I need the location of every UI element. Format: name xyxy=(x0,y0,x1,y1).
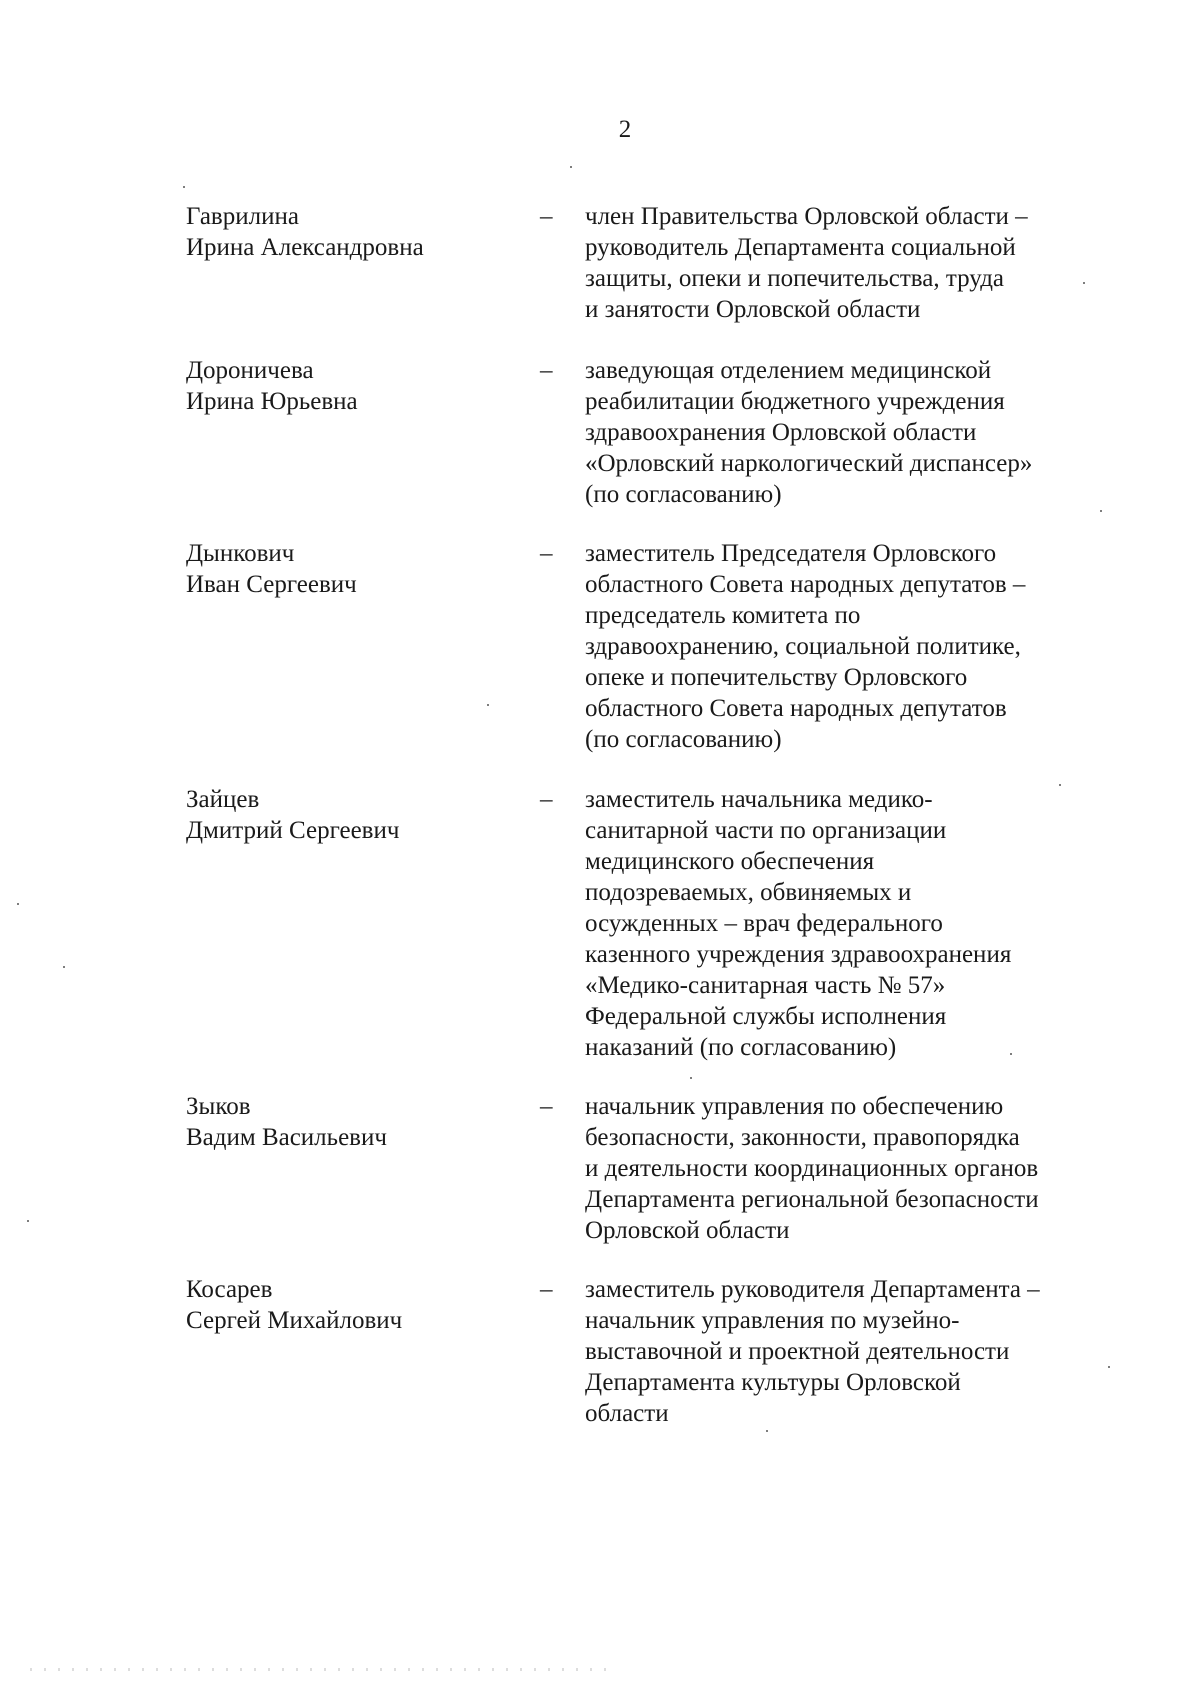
member-position xyxy=(585,201,1085,325)
scan-speck xyxy=(27,1220,29,1222)
member-surname: Зайцев xyxy=(186,786,260,813)
scan-speck xyxy=(1108,1366,1110,1368)
position-line: опеке и попечительству Орловского xyxy=(585,664,968,691)
position-line: казенного учреждения здравоохранения xyxy=(585,941,1012,968)
position-line: заместитель руководителя Департамента – xyxy=(585,1276,1040,1303)
dash-separator: – xyxy=(540,786,553,813)
position-line: и занятости Орловской области xyxy=(585,296,921,323)
member-given-names: Дмитрий Сергеевич xyxy=(186,817,400,844)
member-surname: Косарев xyxy=(186,1276,273,1303)
position-line: (по согласованию) xyxy=(585,481,782,508)
position-line: «Медико-санитарная часть № 57» xyxy=(585,972,946,999)
scan-speck xyxy=(1083,282,1085,284)
position-line: (по согласованию) xyxy=(585,726,782,753)
position-line: Департамента культуры Орловской xyxy=(585,1369,961,1396)
position-line: и деятельности координационных органов xyxy=(585,1155,1039,1182)
position-line: защиты, опеки и попечительства, труда xyxy=(585,265,1005,292)
position-line: Федеральной службы исполнения xyxy=(585,1003,947,1030)
member-position xyxy=(585,1274,1085,1429)
position-line: Департамента региональной безопасности xyxy=(585,1186,1039,1213)
dash-separator: – xyxy=(540,1276,553,1303)
member-given-names: Ирина Александровна xyxy=(186,234,424,261)
position-line: подозреваемых, обвиняемых и xyxy=(585,879,912,906)
position-line: начальник управления по обеспечению xyxy=(585,1093,1004,1120)
member-name xyxy=(186,201,516,263)
position-line: руководитель Департамента социальной xyxy=(585,234,1016,261)
position-line: медицинского обеспечения xyxy=(585,848,875,875)
member-given-names: Сергей Михайлович xyxy=(186,1307,403,1334)
member-surname: Гаврилина xyxy=(186,203,299,230)
dash-separator: – xyxy=(540,540,553,567)
scan-noise xyxy=(30,1668,610,1671)
position-line: области xyxy=(585,1400,669,1427)
member-name xyxy=(186,538,516,600)
member-position xyxy=(585,538,1085,755)
position-line: наказаний (по согласованию) xyxy=(585,1034,897,1061)
member-given-names: Вадим Васильевич xyxy=(186,1124,387,1151)
member-given-names: Ирина Юрьевна xyxy=(186,388,358,415)
member-position xyxy=(585,784,1085,1063)
position-line: реабилитации бюджетного учреждения xyxy=(585,388,1005,415)
scan-speck xyxy=(1059,784,1061,786)
position-line: здравоохранения Орловской области xyxy=(585,419,977,446)
position-line: выставочной и проектной деятельности xyxy=(585,1338,1010,1365)
scan-speck xyxy=(487,704,489,706)
scan-speck xyxy=(1100,510,1102,512)
position-line: санитарной части по организации xyxy=(585,817,947,844)
member-name xyxy=(186,1274,516,1336)
member-given-names: Иван Сергеевич xyxy=(186,571,357,598)
dash-separator: – xyxy=(540,203,553,230)
position-line: начальник управления по музейно- xyxy=(585,1307,960,1334)
dash-separator: – xyxy=(540,357,553,384)
member-surname: Дороничева xyxy=(186,357,314,384)
scan-speck xyxy=(183,186,185,188)
member-name xyxy=(186,784,516,846)
scan-speck xyxy=(766,1430,768,1432)
scan-speck xyxy=(63,966,65,968)
member-name xyxy=(186,355,516,417)
position-line: заведующая отделением медицинской xyxy=(585,357,992,384)
position-line: Орловской области xyxy=(585,1217,790,1244)
position-line: заместитель начальника медико- xyxy=(585,786,933,813)
position-line: председатель комитета по xyxy=(585,602,861,629)
scan-speck xyxy=(1010,1053,1012,1055)
scan-speck xyxy=(690,1077,692,1079)
scan-speck xyxy=(570,166,572,168)
position-line: заместитель Председателя Орловского xyxy=(585,540,997,567)
position-line: «Орловский наркологический диспансер» xyxy=(585,450,1033,477)
position-line: член Правительства Орловской области – xyxy=(585,203,1028,230)
dash-separator: – xyxy=(540,1093,553,1120)
position-line: областного Совета народных депутатов xyxy=(585,695,1007,722)
member-surname: Зыков xyxy=(186,1093,251,1120)
position-line: осужденных – врач федерального xyxy=(585,910,943,937)
scan-speck xyxy=(17,903,19,905)
member-name xyxy=(186,1091,516,1153)
position-line: безопасности, законности, правопорядка xyxy=(585,1124,1020,1151)
member-position xyxy=(585,1091,1085,1246)
position-line: областного Совета народных депутатов – xyxy=(585,571,1026,598)
member-position xyxy=(585,355,1085,510)
member-surname: Дынкович xyxy=(186,540,295,567)
position-line: здравоохранению, социальной политике, xyxy=(585,633,1021,660)
page-number: 2 xyxy=(618,116,632,143)
